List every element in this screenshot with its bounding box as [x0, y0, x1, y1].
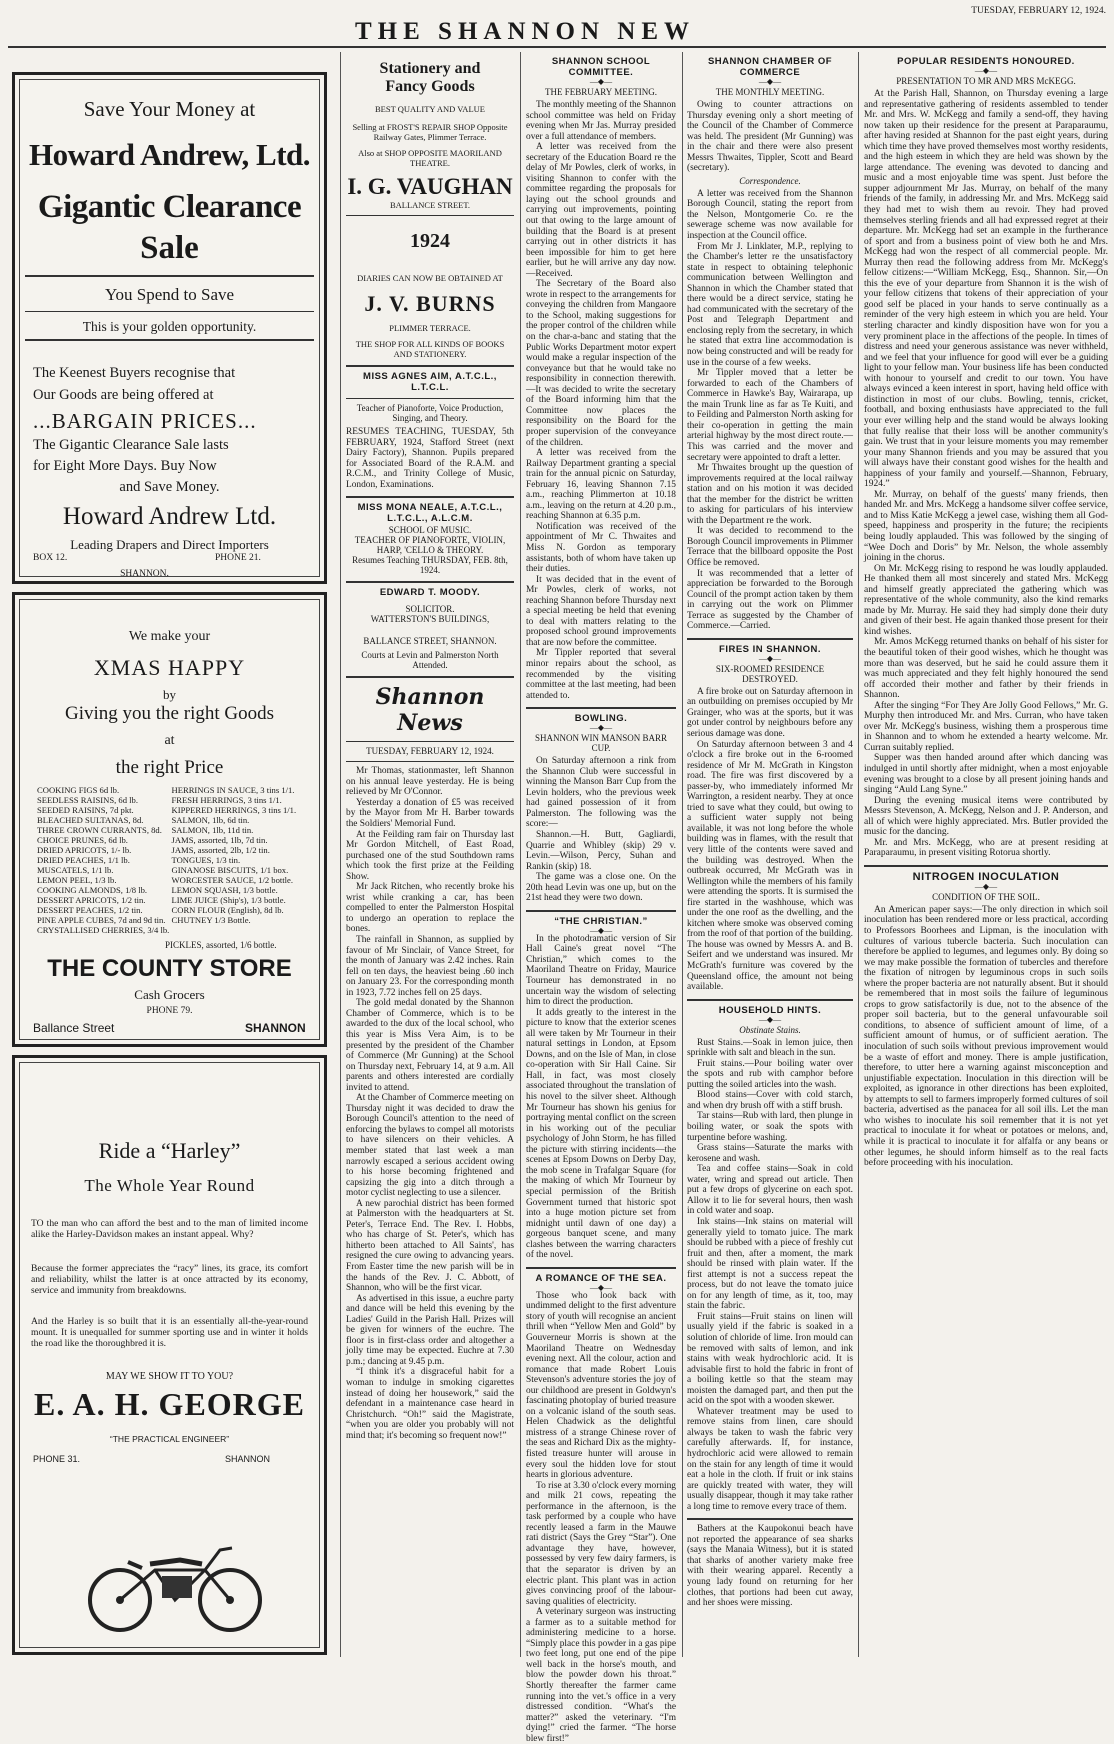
divider [346, 496, 514, 498]
ad-text: Our Goods are being offered at [33, 387, 214, 403]
ad-text: for Eight More Days. Buy Now [33, 458, 217, 474]
divider [526, 1267, 676, 1269]
divider [687, 999, 853, 1001]
price-item: SALMON, 1lb, 6d tin. [171, 815, 250, 825]
paragraph: A veterinary surgeon was instructing a farmer as to a suitable method for administering medicine to a horse. “Simply place this powder in a gas pipe two feet long, put one end of the pipe well back in the horse's mouth, and blow the powder down his throat.” Shortly thereafter the farmer came running into the vet.'s office in a very distressed condition. “What's the matter?” asked the veterinary. “I'm dying!” cried the farmer. “The horse blew first!” [526, 1607, 676, 1744]
price-row [37, 795, 306, 805]
ad-text: PLIMMER TERRACE. [389, 323, 471, 333]
paragraph: Fruit stains—Fruit stains on linen will usually yield if the fabric is soaked in a solution of chloride of lime. Iron mould can be removed with salts of lemon, and ink stains with weak hydrochloric acid. It is advisable first to hold the fabric in front of a boiling kettle so that the steam may moisten the damaged part, and then put the acid on the spot with a wooden skewer. [687, 1311, 853, 1407]
dash-rule: —◆— [758, 77, 782, 86]
paragraph: Tar stains—Rub with lard, then plunge in boiling water, or soak the spots with turpentine before washing. [687, 1111, 853, 1143]
ad-text: DIARIES CAN NOW BE OBTAINED AT [357, 273, 503, 283]
paragraph: Fruit stains.—Pour boiling water over the spots and rub with camphor before putting the soiled articles into the wash. [687, 1058, 853, 1090]
ad-text: SOLICITOR. [405, 604, 455, 615]
paragraph: A letter was received from the secretary of the Education Board re the delay of Mr Powles, clerk of works, in visiting Shannon to confer with the committee regarding the proposals for laying out the school grounds and carrying out improvements, pointing out that owing to the large amount of building that the Board is at present carrying out in other districts it has been impossible for him to get here earlier, but he will arrive any day now.—Received. [526, 142, 676, 279]
paragraph: The gold medal donated by the Shannon Chamber of Commerce, which is to be awarded to the dux of the local school, who this year is Miss Vera Aim, is to be presented by the president of the Chamber of Commerce (Mr Gunning) at the School on Thursday next, February 14, at 9 a.m. All parents and others interested are cordially invited to attend. [346, 998, 514, 1093]
ad-text: Also at SHOP OPPOSITE MAORILAND THEATRE. [358, 148, 502, 168]
dash-rule: —◆— [589, 77, 613, 86]
article-headline: “THE CHRISTIAN.” [554, 915, 648, 927]
paragraph: The rainfall in Shannon, as supplied by favour of Mr Sinclair, of Vance Street, for the month of January was 2.42 inches. Rain fell on ten days, the heaviest being .60 inch on January 23. For the corresponding month in 1923, 7.72 inches fell on 25 days. [346, 935, 514, 998]
ad-paragraph: And the Harley is so built that it is an essentially all-the-year-round mount. It is unequalled for summer sporting use and in winter it holds the road like the thoroughbred it is. [31, 1316, 308, 1349]
ad-sale-title: Sale [140, 230, 199, 266]
divider [346, 761, 514, 762]
price-item: WORCESTER SAUCE, 1/2 bottle. [171, 875, 294, 885]
article-subhead: SHANNON WIN MANSON BARR CUP. [534, 733, 668, 754]
divider [25, 275, 314, 277]
price-row [37, 915, 306, 925]
ad-phone: PHONE 79. [146, 1006, 193, 1016]
ad-box: BOX 12. [33, 553, 68, 563]
paragraph: On Saturday afternoon a rink from the Shannon Club were successful in winning the Manson Barr Cup from the Levin holders, who the previous week had gained possession of it from Palmerston. The following was the score:— [526, 756, 676, 830]
divider [687, 638, 853, 640]
masthead [0, 0, 1114, 48]
price-item: DESSERT APRICOTS, 1/2 tin. [37, 895, 146, 905]
dash-rule: —◆— [589, 723, 613, 733]
paragraph: Bathers at the Kaupokonui beach have not reported the appearance of sea sharks (says the Manaia Witness), but it is stated that sharks of another variety make free with their wearing apparel. Recently a young lady found on returning for her clothes, that portions had been cut away, and her shoes were missing. [687, 1524, 853, 1609]
paragraph: A fire broke out on Saturday afternoon in an outbuilding on premises occupied by Mr Grainger, who was at the sports, but it was got under control by neighbours before any serious damage was done. [687, 686, 853, 739]
divider [346, 215, 514, 216]
price-item: BLEACHED SULTANAS, 8d. [37, 815, 144, 825]
paragraph: It adds greatly to the interest in the picture to know that the exterior scenes all were taken by Mr Tourneur in their natural settings in London, at Epsom Downs, and on the Isle of Man, in close co-operation with Sir Hall Caine. Sir Hall, in fact, was most closely associated throughout the translation of his novel to the silver sheet. Although Mr Tourneur has shown his genius for portraying mental conflict on the screen in his working out of the peculiar psychology of John Storm, he has filled the picture with stirring incidents—the scenes at Epsom Downs on Derby Day, the mob scene in Trafalgar Square (for the making of which Mr Tourneur by special permission of the British Government turned that historic spot into a huge motion picture set from midnight until dawn of one day) a gorgeous banquet scene, and many clashes between the warring characters of the novel. [526, 1007, 676, 1261]
ad-text: by [163, 687, 176, 702]
paragraph: Blood stains—Cover with cold starch, and when dry brush off with a stiff brush. [687, 1090, 853, 1111]
dash-rule: —◆— [974, 66, 998, 75]
divider [346, 676, 514, 678]
price-item: COOKING FIGS 6d lb. [37, 785, 120, 795]
ad-text: SCHOOL OF MUSIC. [388, 525, 472, 536]
dash-rule: —◆— [758, 1014, 782, 1024]
dash-rule: —◆— [974, 881, 998, 891]
ad-text: MAY WE SHOW IT TO YOU? [105, 1371, 234, 1382]
ad-headline: XMAS HAPPY [93, 655, 246, 680]
article-headline: POPULAR RESIDENTS HONOURED. [897, 56, 1075, 67]
price-item: DRIED APRICOTS, 1/- lb. [37, 845, 132, 855]
paragraph: From Mr J. Linklater, M.P., replying to the Chamber's letter re the unsatisfactory state in respect to obtaining telephonic communication between Wellington and Shannon in which the Chamber stated that there would be a direct service, stating he had communicated with the secretary of the Post and Telegraph Department and enclosing reply from the secretary, in which he stated that extra line accommodation is now being constructed and will be ready for use in the course of a few weeks. [687, 241, 853, 368]
paragraph: A letter was received from the Shannon Borough Council, stating the report from the Nelson, Montgomerie Co. re the sewerage scheme was now available for inspection at the Council office. [687, 188, 853, 242]
paragraph: Owing to counter attractions on Thursday evening only a short meeting of the Council of the Chamber of Commerce was held. The president (Mr Gunning) was in the chair and there were also present Messrs Thwaites, Tippler, Scott and Beard (secretary). [687, 100, 853, 174]
dash-rule: —◆— [758, 653, 782, 663]
article-headline: A ROMANCE OF THE SEA. [535, 1272, 667, 1284]
ad-headline: Giving you the right Goods [65, 703, 274, 724]
paragraph: Ink stains—Ink stains on material will generally yield to tomato juice. The mark should be rubbed with a piece of freshly cut fruit and then, after a moment, the mark should be rinsed with plain water. If the first attempt is not a success repeat the process, but do not leave the tomato juice on for any length of time, as it, too, may stain the fabric. [687, 1216, 853, 1312]
price-item: PINE APPLE CUBES, 7d and 9d tin. [37, 915, 166, 925]
divider [526, 707, 676, 709]
paragraph: On Saturday afternoon between 3 and 4 o'clock a fire broke out in the 6-roomed residence of Mr M. McGrath in Kingston road. The fire was first discovered by a passer-by, who immediately informed Mr Warrington, a resident nearby. They at once tried to save what they could, but owing to a sufficient water supply not being available, it was not long before the whole building was in flames, with the result that very little of the contents were saved and the building was destroyed. When the outbreak occurred, Mr McGrath was in Wellington while the members of his family were attending the sports. It is surmised the fire started in the washhouse, which was under the one roof as the dwelling, and the kitchen where smoke was observed coming from the roof of that portion of the building. The house was owned by Messrs A. and B. Seifert and we understand was insured. Mr McGrath's furniture was covered by the Queensland office, the amount not being available. [687, 739, 853, 993]
ad-headline: EDWARD T. MOODY. [379, 587, 481, 599]
paragraph: Mr Tippler moved that a letter be forwarded to each of the Chambers of Commerce in Hawke's Bay, Wairarapa, up the main Trunk line as far as Te Kuiti, and to Feilding and Palmerston North asking for their co-operation in getting the main arterial highway by the most direct route.—This was carried and the mover and secretary were appointed to draft a letter. [687, 368, 853, 463]
ad-bargain: ...BARGAIN PRICES... [33, 409, 257, 433]
ad-headline: the right Price [115, 757, 224, 778]
article-body [526, 756, 676, 904]
price-item: JAMS, assorted, 1lb, 7d tin. [171, 835, 268, 845]
ad-slogan: This is your golden opportunity. [82, 319, 257, 334]
paragraph: Supper was then handed around after which dancing was indulged in until shortly after midnight, when a most enjoyable evening was brought to a close by all present joining hands and singing “Auld Lang Syne.” [864, 753, 1108, 796]
price-item: THREE CROWN CURRANTS, 8d. [37, 825, 162, 835]
ad-headline: Save Your Money at [83, 97, 256, 121]
article-body [687, 687, 853, 993]
article-subhead: THE FEBRUARY MEETING. [545, 87, 657, 97]
ad-store-name: Howard Andrew Ltd. [62, 503, 277, 530]
paragraph: At the Parish Hall, Shannon, on Thursday evening a large and representative gathering of residents assembled to tender Mr. and Mrs. W. McKegg and family a send-off, they having now taken up their residence for the present at Paraparaumu, after having resided at Shannon for the past eight years, during which time they have proved themselves most worthy residents, and the high esteem in which they are held was shown by the large attendance. The evening was devoted to dancing and music and a most enjoyable time was spent. Just before the supper adjournment Mr Jas. Murray, on behalf of the many friends of the family, in addressing Mr. and Mrs. McKegg said they had met to wish them au revoir. They had proved themselves sterling friends and all had expressed regret at their departure. Mr. McKegg had set an example in the furtherance of sport and from a business point of view both he and Mrs. McKegg had won the respect of all commercial people. Mr. Murray then read the following address from Mr. McKegg's fellow citizens:—“William McKegg, Esq., Shannon. Sir,—On this the eve of your departure from Shannon it is the wish of your fellow citizens that tokens of their appreciation of your good self be placed in your hands to serve continually as a reminder of the very high esteem in which you are held. Your sterling character and kindly disposition have won for you a very prominent place in the affections of the people. In times of distress and need your generous assistance was never withheld, and we feel that your influence for good will ever be a guiding light to your fellow man. Your business life has been conducted with honour to yourself and credit to our town. You have always evinced a keen interest in sport, having held office with distinction in most of our clubs. Bowling, tennis, cricket, football, and boxing enthusiasts have appreciated to the full your ever willing help and the stand would be always looking that fully realise that their loss will be another community's gain. We trust that in your leisure moments you may remember your many Shannon friends and you may be assured that you will always have their constant good wishes for the health and happiness of your family and yourself.—Shannon, February, 1924.” [864, 89, 1108, 490]
paragraph: Those who look back with undimmed delight to the first adventure story of youth will recognise an ancient thrill when “Yellow Men and Gold” by Gouverneur Morris is shown at the Maoriland Theatre on Wednesday evening next. All the colour, action and romance that made Robert Louis Stevenson's adventure stories the joy of our childhood are present in Goldwyn's fascinating photoplay of buried treasure on a volcanic island of the south seas. Helen Chadwick as the delightful mistress of a strange Chinese rover of the seas and Richard Dix as the mighty-fisted treasure hunter will arouse in every soul the hidden love for stout hearts in glorious adventure. [526, 1290, 676, 1481]
ad-text: Cash Grocers [134, 987, 205, 1002]
article-body [687, 189, 853, 632]
price-row [37, 865, 306, 875]
price-item: COOKING ALMONDS, 1/8 lb. [37, 885, 148, 895]
ad-text: “THE PRACTICAL ENGINEER” [109, 1434, 230, 1444]
motorcycle-icon [80, 1528, 270, 1638]
ad-town: SHANNON. [120, 569, 169, 579]
price-item: SEEDLESS RAISINS, 6d lb. [37, 795, 138, 805]
ad-text: Selling at FROST'S REPAIR SHOP Opposite Railway Gates, Plimmer Terrace. [352, 122, 508, 142]
ad-headline: MISS MONA NEALE, A.T.C.L., L.T.C.L., A.L.C.M. [357, 502, 503, 525]
ad-text: BEST QUALITY AND VALUE [375, 104, 485, 114]
ad-phone: PHONE 31. [33, 1454, 81, 1464]
nameplate: Shannon News [375, 684, 485, 737]
price-item [172, 925, 307, 935]
article-headline: NITROGEN INOCULATION [912, 870, 1060, 883]
dash-rule: —◆— [589, 925, 613, 935]
ad-text: BALLANCE STREET, SHANNON. [363, 636, 497, 647]
ad-slogan: You Spend to Save [104, 285, 235, 304]
column-rule [682, 52, 683, 1657]
price-item: CORN FLOUR (English), 8d lb. [171, 905, 284, 915]
price-row [37, 895, 306, 905]
article-headline: FIRES IN SHANNON. [719, 643, 821, 655]
paragraph: During the evening musical items were contributed by Messrs Stevenson, A. McKegg, Nelson and J. P. Anderson, and all of which were highly appreciated. Mrs. Butler provided the music for the dancing. [864, 795, 1108, 838]
column-3 [526, 52, 676, 1744]
price-item: CRYSTALLISED CHERRIES, 3/4 lb. [37, 925, 170, 935]
ad-town: SHANNON [245, 1021, 306, 1035]
paragraph: Shannon.—H. Butt, Gagliardi, Quarrie and Whibley (skip) 29 v. Levin.—Wilson, Percy, Suhan and Rankin (skip) 18. [526, 830, 676, 872]
paragraph: Mr Thomas, stationmaster, left Shannon on his annual leave yesterday. He is being relieved by Mr O'Connor. [346, 766, 514, 798]
divider [346, 365, 514, 367]
paragraph: The monthly meeting of the Shannon school committee was held on Friday evening when Mr Jas. Murray presided over a full attendance of members. [526, 100, 676, 142]
article-subhead: CONDITION OF THE SOIL. [932, 891, 1040, 902]
price-item: LEMON PEEL, 1/3 lb. [37, 875, 117, 885]
ad-paragraph: RESUMES TEACHING, TUESDAY, 5th FEBRUARY, 1924, Stafford Street (next Dairy Factory), Shannon. Pupils prepared for Associated Board of the R.A.M. and R.C.M., and Trinity College of Music, London, Examinations. [346, 427, 514, 490]
column-rule [858, 52, 859, 1657]
price-row [37, 925, 306, 935]
paragraph: It was recommended that a letter of appreciation be forwarded to the Borough Council of the prompt action taken by them in carrying out the work on Plimmer Terrace as suggested by the Chamber of Commerce.—Carried. [687, 568, 853, 632]
paragraph: After the singing “For They Are Jolly Good Fellows,” Mr. G. Murphy then introduced Mr. and Mrs. Curran, who have taken over Mr. McKegg's business, wishing them a prosperous time in Shannon and to whom he extended a hearty welcome. Mr. Curran suitably replied. [864, 700, 1108, 753]
paragraph: On Mr. McKegg rising to respond he was loudly applauded. He thanked them all most sincerely and stated Mrs. McKegg and himself greatly appreciated the gathering which was representative of the whole community, also the kind remarks made by Mr. Murray. He said they had simply done their duty and given of their best. He again thanked those present for their kind wishes. [864, 563, 1108, 637]
paragraph: Mr. Murray, on behalf of the guests' many friends, then handed Mr. and Mrs. McKegg a handsome silver coffee service, and to Miss Katie McKegg a jewel case, wishing them all God-speed, happiness and prosperity in the future; the recipients being loudly applauded. This was followed by the singing of “Wee Doch and Doris” by Mr. Nelson, the whole assembly joining in the chorus. [864, 489, 1108, 564]
article-body [687, 100, 853, 174]
paragraph: Notification was received of the appointment of Mr C. Thwaites and Miss N. Gordon as temporary assistants, both of whom have taken up their duties. [526, 521, 676, 575]
ad-text: PICKLES, assorted, 1/6 bottle. [165, 940, 277, 950]
divider [346, 398, 514, 399]
ad-year: 1924 [410, 230, 450, 252]
divider [346, 581, 514, 583]
paragraph: An American paper says:—The only direction in which soil inoculation has been rendered more or less practical, according to Professors Boorhees and Lipman, is the inoculation with cultures of various tubercle bacteria. Such inoculation can therefore be applied to legumes, and legumes only. By doing so we may make possible the formation of tubercles and therefore the fixation of nitrogen by leguminous crops in such soils where the proper bacteria are not naturally absent. But it should be remembered that in most soils the failure of leguminous crops to grow satisfactorily is due, not to the absence of the proper soil bacteria, but to the general unfavourable soil conditions, to absence of sufficient amount of lime, of a sufficient amount of humus, or of sufficient aeration. The inoculation of such soils without previous improvement would be a waste of effort and money. There is ample justification, therefore, to utter here a warning against misconception and unjustifiable expectation. Inoculation in this direction will be exploited, as ignorance in other directions has been exploited, by attempts to sell to farmers improperly formed cultures of soil bacteria, advertised as the panacea for all soil ills. Let the man who wishes to inoculate his soil remember that it is not yet practical to inoculate it for wheat or potatoes or melons, and, while it is practical to inoculate it for alfalfa or any beans or other legumes, he should inform himself as to the real facts before proceeding with his inoculation. [864, 904, 1108, 1169]
price-row [37, 855, 306, 865]
paragraph: It was decided to recommend to the Borough Council improvements in Plimmer Terrace that the billboard opposite the Post Office be removed. [687, 526, 853, 568]
paragraph: The Secretary of the Board also wrote in respect to the arrangements for conveying the children from Mangaore to the School, making suggestions for the proper control of the children while on the char-a-banc and stating that the Public Works Department motor expert would make a regular inspection of the conveyance but that he would take no responsibility in connection therewith.—It was decided to write the secretary of the Board informing him that the Committee now places the responsibility on the Board for the proper supervision of the conveyance of the children. [526, 279, 676, 448]
divider [687, 1518, 853, 1520]
ad-street: Ballance Street [33, 1021, 115, 1035]
article-body [526, 934, 676, 1261]
ad-text: Resumes Teaching THURSDAY, FEB. 8th, 1924. [352, 555, 508, 576]
article-body [687, 1038, 853, 1513]
article-body [864, 905, 1108, 1169]
ad-text: WATTERSTON'S BUILDINGS, [370, 614, 490, 625]
nameplate-date: TUESDAY, FEBRUARY 12, 1924. [366, 746, 494, 757]
article-subhead: Obstinate Stains. [739, 1024, 801, 1035]
ad-text: Leading Drapers and Direct Importers [70, 537, 269, 552]
ad-text: BALLANCE STREET. [389, 200, 471, 210]
ad-paragraph: Because the former appreciates the “racy” lines, its grace, its comfort and reliability, whilst the latter is at once attracted by its economy, service and immunity from breakdowns. [31, 1263, 308, 1296]
price-row [37, 785, 306, 795]
paragraph: Mr. Amos McKegg returned thanks on behalf of his sister for the beautiful token of their good wishes, which he thought was more than was deserved, but he said he could assure them it was much appreciated and they felt highly honoured the send off accorded their mother and father by their friends in Shannon. [864, 637, 1108, 701]
ad-text: Courts at Levin and Palmerston North Attended. [361, 650, 499, 671]
price-row [37, 805, 306, 815]
ad-sale-title: Gigantic Clearance [37, 189, 302, 225]
article-body [526, 100, 676, 701]
divider [25, 339, 314, 341]
ad-store-name: I. G. VAUGHAN [347, 174, 513, 199]
ad-store-name: J. V. BURNS [364, 291, 496, 316]
article-body [687, 1524, 853, 1608]
article-body [526, 1291, 676, 1744]
article-headline: BOWLING. [574, 713, 628, 725]
column-rule [340, 52, 341, 1657]
local-news [346, 766, 514, 1441]
ad-text: at [164, 733, 175, 748]
paragraph: A letter was received from the Railway Department granting a special train for the annual picnic on Saturday, February 16, leaving Shannon 7.15 a.m., reaching Plimmerton at 10.18 a.m., leaving on the return at 4.20 p.m., reaching Shannon at 6.35 p.m. [526, 448, 676, 522]
price-row [37, 845, 306, 855]
divider [526, 910, 676, 912]
price-row [37, 875, 306, 885]
paragraph: Rust Stains.—Soak in lemon juice, then sprinkle with salt and bleach in the sun. [687, 1037, 853, 1059]
paragraph: To rise at 3.30 o'clock every morning and milk 21 cows, repeating the performance in the afternoon, is the task performed by a couple who have recently leased a farm in the Mauwe rati district (Says the Grey “Star”). One advantage they have, however, possessed by very few dairy farmers, is that the separator is driven by an electric plant. This plant was in action gives convincing proof of the labour-saving qualities of electricity. [526, 1480, 676, 1607]
column-rule [520, 52, 521, 1657]
price-item: FRESH HERRINGS, 3 tins 1/1. [171, 795, 282, 805]
ad-text: The Keenest Buyers recognise that [33, 365, 236, 381]
price-item: CHOICE PRUNES, 6d lb. [37, 835, 128, 845]
column-4 [687, 52, 853, 1659]
masthead-rule [8, 46, 1106, 48]
price-row [37, 815, 306, 825]
price-item: GINANOSE BISCUITS, 1/1 box. [171, 865, 289, 875]
price-list [37, 785, 306, 935]
price-item: LIME JUICE (Ship's), 1/3 bottle. [171, 895, 286, 905]
masthead-date: TUESDAY, FEBRUARY 12, 1924. [971, 6, 1106, 16]
column-5 [864, 52, 1108, 1659]
price-item: DRIED PEACHES, 1/1 lb. [37, 855, 130, 865]
ad-phone: PHONE 21. [215, 553, 261, 563]
ad-headline: Fancy Goods [385, 78, 475, 95]
article-headline: HOUSEHOLD HINTS. [718, 1004, 822, 1016]
article-headline: SHANNON CHAMBER OF COMMERCE [707, 56, 833, 78]
paragraph: At the Feilding ram fair on Thursday last Mr Gordon Mitchell, of East Road, purchased one of the stud Southdown rams which took the first prize at the Feilding Show. [346, 829, 514, 882]
ad-text: Teacher of Pianoforte, Voice Production, Singing, and Theory. [356, 403, 504, 423]
paragraph: “I think it's a disgraceful habit for a woman to indulge in smoking cigarettes instead of doing her housework,” said the defendant in a maintenance case heard in Christchurch. “Oh!” said the Magistrate, “when you are older you probably will not mind that; it's becoming so frequent now!” [346, 1367, 514, 1441]
divider [25, 311, 314, 312]
price-row [37, 905, 306, 915]
price-item: LEMON SQUASH, 1/3 bottle. [171, 885, 278, 895]
ad-paragraph: TO the man who can afford the best and to the man of limited income alike the Harley-Davidson makes an instant appeal. Why? [31, 1218, 308, 1240]
article-headline: SHANNON SCHOOL COMMITTEE. [551, 56, 651, 78]
price-item: HERRINGS IN SAUCE, 3 tins 1/1. [171, 785, 295, 795]
paragraph: The game was a close one. On the 20th head Levin was one up, but on the 21st head they were two down. [526, 872, 676, 904]
price-item: SALMON, 1lb, 11d tin. [171, 825, 254, 835]
paragraph: As advertised in this issue, a euchre party and dance will be held this evening by the Ladies' Guild in the Parish Hall. Prizes will be given for winners of the euchre. The floor is in first-class order and altogether a jolly time may be expected. Euchre at 7.30 p.m.; dancing at 9.45 p.m. [346, 1293, 514, 1367]
dash-rule: —◆— [589, 1282, 613, 1292]
article-subhead: THE MONTHLY MEETING. [715, 87, 825, 97]
article-subhead: PRESENTATION TO MR AND MRS McKEGG. [896, 76, 1076, 86]
divider [346, 741, 514, 742]
paragraph: In the photodramatic version of Sir Hall Caine's great novel “The Christian,” which comes to the Maoriland Theatre on Friday, Maurice Tourneur has demonstrated in no uncertain way the wisdom of selecting him to direct the production. [526, 933, 676, 1008]
price-row [37, 885, 306, 895]
ad-headline: MISS AGNES AIM, A.T.C.L., L.T.C.L. [363, 371, 497, 393]
ad-text: We make your [128, 629, 211, 644]
paragraph: Mr Thwaites brought up the question of improvements required at the local railway station and on his motion it was decided that the member for the district be written to asking for particulars of his interview with the Department re the work. [687, 463, 853, 526]
ad-text: TEACHER OF PIANOFORTE, VIOLIN, HARP, 'CELLO & THEORY. [354, 535, 506, 556]
paragraph: Grass stains—Saturate the marks with kerosene and wash. [687, 1143, 853, 1164]
harley-ad [12, 1055, 327, 1655]
ad-headline: Ride a “Harley” [98, 1138, 241, 1163]
paragraph: Mr. and Mrs. McKegg, who are at present residing at Paraparaumu, in present visiting Rotorua shortly. [864, 837, 1108, 859]
divider [864, 865, 1108, 867]
paragraph: Yesterday a donation of £5 was received by the Mayor from Mr H. Barber towards the Soldiers' Memorial Fund. [346, 797, 514, 830]
ad-store-name: THE COUNTY STORE [47, 955, 292, 982]
ad-text: THE SHOP FOR ALL KINDS OF BOOKS AND STATIONERY. [355, 339, 505, 359]
paragraph: Tea and coffee stains—Soak in cold water, wring and spread out article. Then put a few drops of glycerine on each spot. Allow it to lie for several hours, then wash in cold water and soap. [687, 1164, 853, 1217]
price-row [37, 825, 306, 835]
masthead-title: THE SHANNON NEW [355, 18, 696, 45]
price-item: KIPPERED HERRINGS, 3 tins 1/1. [171, 805, 297, 815]
ad-town: SHANNON [225, 1454, 271, 1464]
ad-text: and Save Money. [119, 479, 220, 495]
paragraph: Mr Jack Ritchen, who recently broke his wrist while cranking a car, has been compelled to enter the Palmerston Hospital to undergo an operation to replace the bones. [346, 882, 514, 935]
paragraph: Whatever treatment may be used to remove stains from linen, care should always be taken to wash the fabric very carefully afterwards. If, for instance, hydrochloric acid were allowed to remain on the stain for any length of time it would eat a hole in the cloth. If fruit or ink stains are quickly treated with water, they will usually disappear, though it may take rather a long time to remove every trace of them. [687, 1406, 853, 1512]
ad-text: The Gigantic Clearance Sale lasts [33, 437, 229, 453]
price-item: TONGUES, 1/3 tin. [171, 855, 241, 865]
ad-store-name: Howard Andrew, Ltd. [28, 137, 311, 172]
ad-store-name: E. A. H. GEORGE [33, 1386, 306, 1422]
paragraph: Mr Tippler reported that several minor repairs about the school, as recommended by the visiting committee at the last meeting, had been attended to. [526, 648, 676, 701]
article-subhead: SIX-ROOMED RESIDENCE DESTROYED. [715, 663, 825, 684]
ad-headline: Stationery and [379, 60, 481, 77]
howard-andrew-ad [12, 72, 327, 584]
price-row [37, 835, 306, 845]
price-item: DESSERT PEACHES, 1/2 tin. [37, 905, 143, 915]
paragraph: It was decided that in the event of Mr Powles, clerk of works, not reaching Shannon before Thursday next a special meeting be held that evening to deal with matters relating to the proposed school ground improvements that are now before the committee. [526, 574, 676, 648]
ad-headline: The Whole Year Round [84, 1176, 255, 1195]
column-2 [346, 54, 514, 1659]
county-store-ad [12, 592, 327, 1047]
price-item: JAMS, assorted, 2lb, 1/2 tin. [171, 845, 270, 855]
paragraph: At the Chamber of Commerce meeting on Thursday night it was decided to draw the Borough Council's attention to the need of enforcing the bylaws to compel all motorists to have silencers on their vehicles. A member stated that last week a man narrowly escaped a serious accident owing to his horse becoming frightened and capsizing the gig into a ditch through a motor cyclist neglecting to use a silencer. [346, 1093, 514, 1199]
paragraph: A new parochial district has been formed at Palmerston with the headquarters at St. Peter's, Terrace End. The Rev. I. Hobbs, who has charge of St. Peter's, which has hitherto been attached to All Saints', has resigned the cure owing to advancing years. From Easter time the new parish will be in the hands of the Rev. J. C. Abbott, of Shannon, who will be the first vicar. [346, 1198, 514, 1294]
price-item: MUSCATELS, 1/1 lb. [37, 865, 114, 875]
price-item: CHUTNEY 1/3 Bottle. [171, 915, 251, 925]
article-body [864, 89, 1108, 859]
article-subhead: Correspondence. [739, 175, 801, 186]
price-item: SEEDED RAISINS, 7d pkt. [37, 805, 134, 815]
